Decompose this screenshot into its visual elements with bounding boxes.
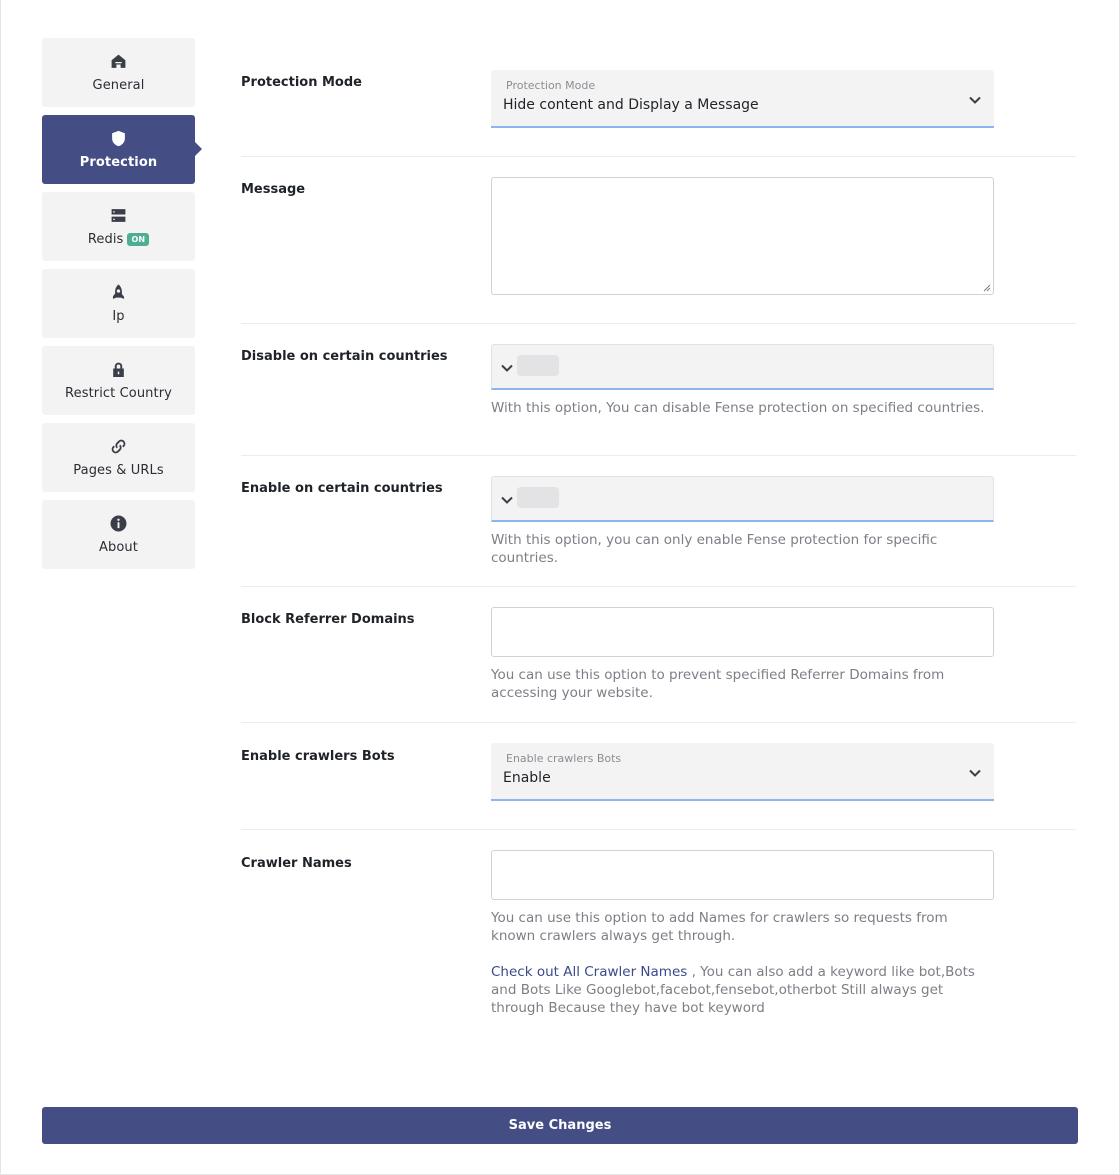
help-text-extra <box>491 963 994 1017</box>
lock-icon <box>110 361 128 379</box>
sidebar-item-ip[interactable] <box>42 269 195 338</box>
enable-countries-select[interactable] <box>491 476 994 522</box>
help-text-extra-body: , You can also add a keyword like bot,Bots and Bots Like Googlebot,facebot,fensebot,otherbot Still always get through Because they have bot keyword <box>491 964 975 1016</box>
help-text: You can use this option to add Names for crawlers so requests from known crawlers always get through. <box>491 910 948 944</box>
block-referrer-input[interactable] <box>491 607 994 657</box>
help-text: You can use this option to prevent specified Referrer Domains from accessing your website. <box>491 667 945 701</box>
sidebar-item-label <box>88 232 149 247</box>
crawler-names-input[interactable] <box>491 850 994 900</box>
sidebar-item-label: Pages & URLs <box>73 462 164 478</box>
protection-mode-select[interactable] <box>491 70 994 128</box>
resize-handle-icon[interactable] <box>983 284 991 292</box>
sidebar-item-redis[interactable] <box>42 192 195 261</box>
link-icon <box>110 438 128 456</box>
disable-countries-select[interactable] <box>491 344 994 390</box>
sidebar-item-general[interactable] <box>42 38 195 107</box>
setting-label: Message <box>241 182 306 197</box>
save-changes-button[interactable]: Save Changes <box>42 1107 1078 1144</box>
select-placeholder <box>517 355 559 376</box>
sidebar-item-restrict-country[interactable] <box>42 346 195 415</box>
select-floating-label: Protection Mode <box>506 79 596 92</box>
select-value: Enable <box>503 770 551 786</box>
rocket-icon <box>110 284 128 302</box>
settings-form <box>241 58 1076 1030</box>
status-badge: ON <box>127 233 149 246</box>
message-textarea[interactable] <box>491 177 994 295</box>
crawler-names-link[interactable]: Check out All Crawler Names <box>491 964 688 980</box>
sidebar-item-label: Ip <box>112 308 125 324</box>
select-placeholder <box>517 487 559 508</box>
sidebar-item-label: Restrict Country <box>65 385 172 401</box>
field-column <box>491 70 994 128</box>
chevron-down-icon <box>500 492 514 506</box>
chevron-down-icon <box>500 360 514 374</box>
sidebar-item-protection[interactable] <box>42 115 195 184</box>
field-column <box>491 344 994 417</box>
sidebar-item-about[interactable] <box>42 500 195 569</box>
setting-row-protection-mode <box>241 58 1076 157</box>
setting-row-crawlers-bots <box>241 723 1076 830</box>
setting-label: Disable on certain countries <box>241 349 448 364</box>
setting-label: Protection Mode <box>241 75 362 90</box>
sidebar-item-label: Protection <box>79 154 158 170</box>
home-icon <box>110 53 128 71</box>
crawlers-bots-select[interactable] <box>491 743 994 801</box>
chevron-down-icon <box>968 92 982 106</box>
field-column <box>491 607 994 702</box>
field-column <box>491 177 994 295</box>
setting-row-message <box>241 157 1076 324</box>
setting-label: Block Referrer Domains <box>241 612 415 627</box>
chevron-down-icon <box>968 765 982 779</box>
setting-label: Crawler Names <box>241 856 352 871</box>
field-column <box>491 476 994 567</box>
select-floating-label: Enable crawlers Bots <box>506 752 622 765</box>
info-icon <box>110 515 128 533</box>
server-icon <box>110 207 128 225</box>
sidebar-item-label: About <box>99 539 138 555</box>
field-column <box>491 743 994 801</box>
sidebar-item-redis-label: Redis <box>87 231 124 247</box>
settings-sidebar <box>42 38 195 577</box>
field-column <box>491 850 994 1017</box>
select-value: Hide content and Display a Message <box>503 97 759 113</box>
setting-label: Enable crawlers Bots <box>241 749 395 764</box>
sidebar-item-pages-urls[interactable] <box>42 423 195 492</box>
setting-row-disable-countries <box>241 324 1076 456</box>
help-text: With this option, You can disable Fense protection on specified countries. <box>491 400 985 416</box>
setting-row-block-referrer <box>241 587 1076 723</box>
setting-row-crawler-names <box>241 830 1076 1030</box>
setting-row-enable-countries <box>241 456 1076 587</box>
sidebar-item-label: General <box>92 77 145 93</box>
shield-icon <box>110 130 128 148</box>
help-text: With this option, you can only enable Fense protection for specific countries. <box>491 532 938 566</box>
setting-label: Enable on certain countries <box>241 481 443 496</box>
